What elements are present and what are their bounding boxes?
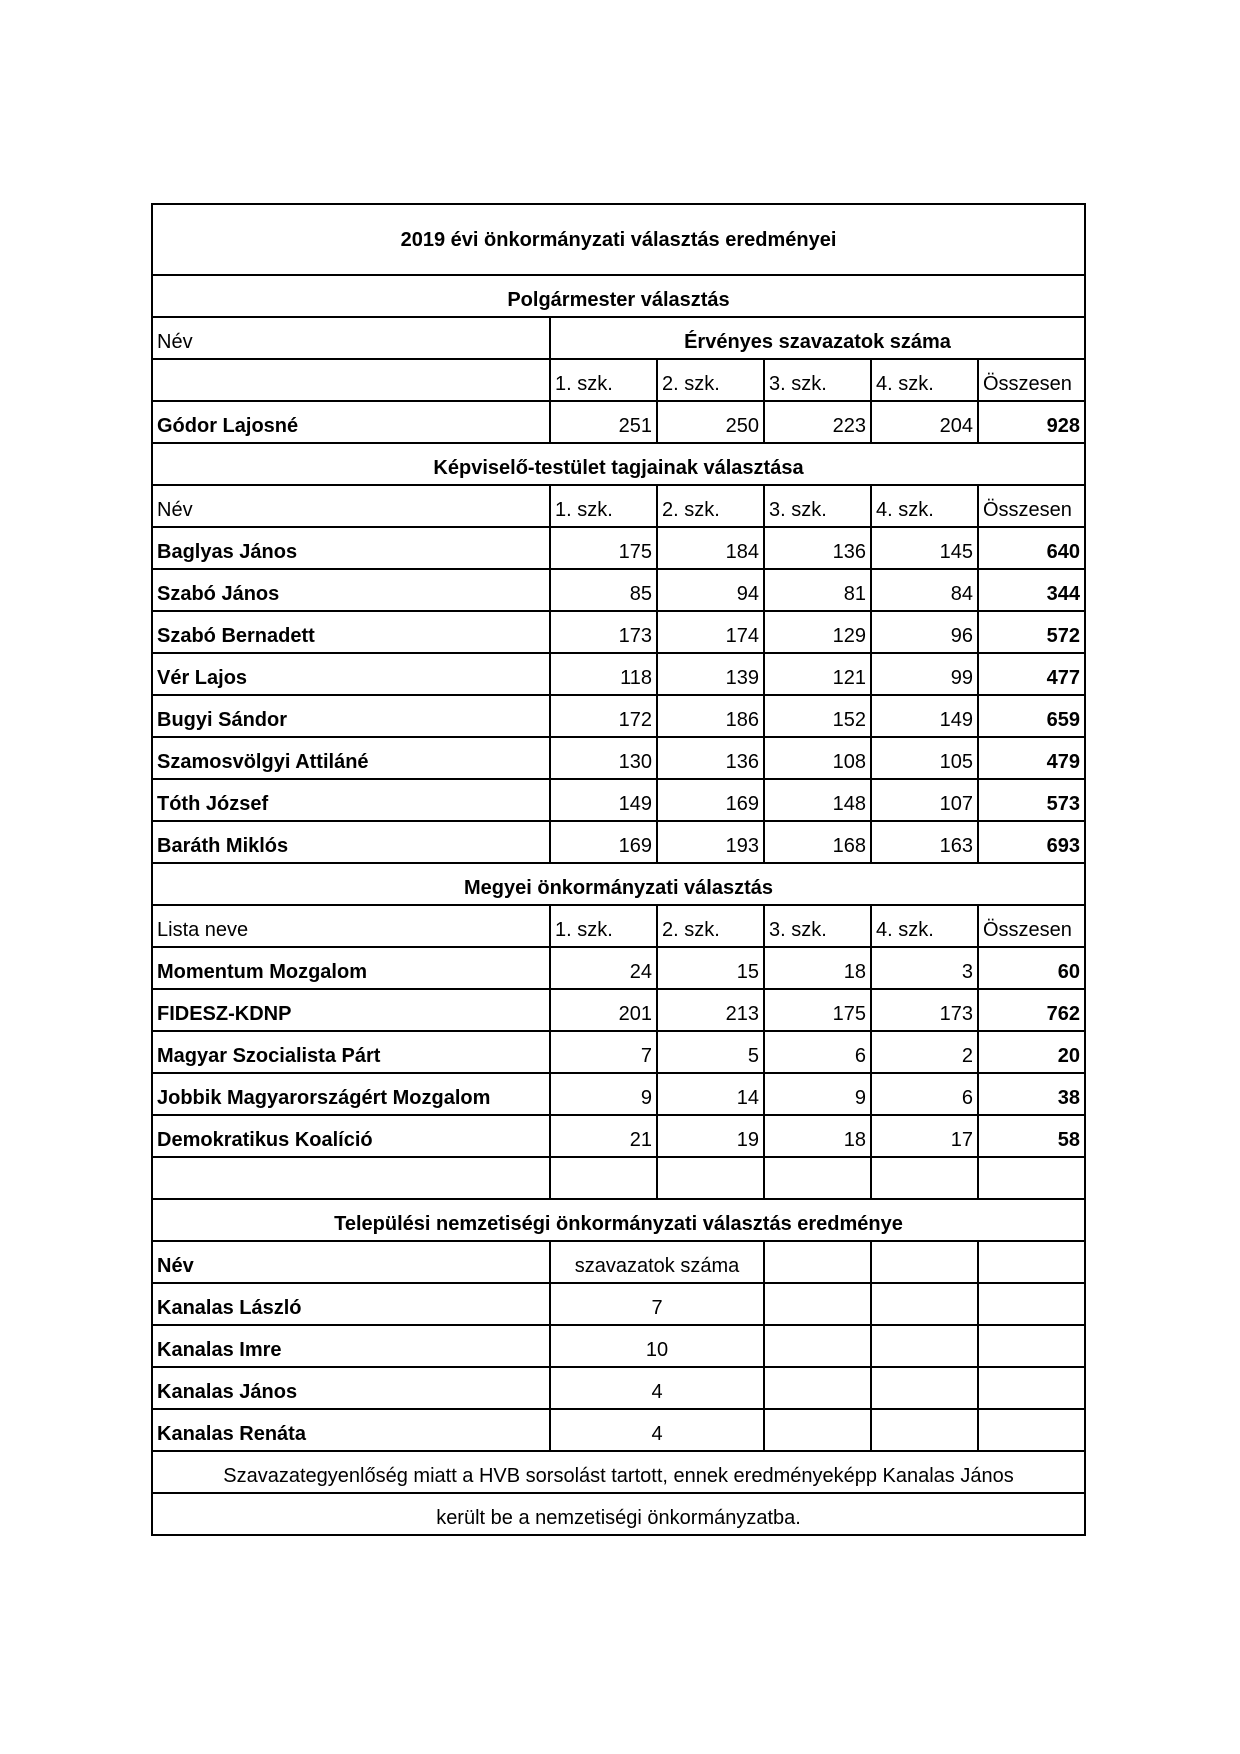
candidate-name: Kanalas János — [152, 1367, 550, 1409]
vote-cell: 19 — [657, 1115, 764, 1157]
column-header: 2. szk. — [657, 905, 764, 947]
vote-cell: 136 — [657, 737, 764, 779]
vote-cell: 121 — [764, 653, 871, 695]
vote-cell: 7 — [550, 1031, 657, 1073]
table-row — [152, 1283, 1085, 1325]
vote-cell: 15 — [657, 947, 764, 989]
list-name: Momentum Mozgalom — [152, 947, 550, 989]
vote-cell: 223 — [764, 401, 871, 443]
table-row — [152, 653, 1085, 695]
vote-cell: 139 — [657, 653, 764, 695]
total-cell: 58 — [978, 1115, 1085, 1157]
vote-cell: 108 — [764, 737, 871, 779]
vote-cell: 3 — [871, 947, 978, 989]
empty-cell — [871, 1409, 978, 1451]
candidate-name: Baráth Miklós — [152, 821, 550, 863]
empty-cell — [978, 1325, 1085, 1367]
candidate-name: Szabó János — [152, 569, 550, 611]
nationality-votes-header: szavazatok száma — [550, 1241, 764, 1283]
vote-cell: 152 — [764, 695, 871, 737]
nationality-section-heading: Települési nemzetiségi önkormányzati választás eredménye — [152, 1199, 1085, 1241]
vote-cell: 201 — [550, 989, 657, 1031]
vote-cell: 129 — [764, 611, 871, 653]
vote-cell: 184 — [657, 527, 764, 569]
candidate-name: Vér Lajos — [152, 653, 550, 695]
table-row — [152, 611, 1085, 653]
vote-cell: 4 — [550, 1409, 764, 1451]
empty-cell — [871, 1241, 978, 1283]
column-header: Összesen — [978, 359, 1085, 401]
county-section-heading: Megyei önkormányzati választás — [152, 863, 1085, 905]
vote-cell: 175 — [550, 527, 657, 569]
vote-cell: 6 — [871, 1073, 978, 1115]
vote-cell: 250 — [657, 401, 764, 443]
table-row — [152, 1367, 1085, 1409]
candidate-name: Baglyas János — [152, 527, 550, 569]
vote-cell: 99 — [871, 653, 978, 695]
column-header: 1. szk. — [550, 905, 657, 947]
total-cell: 344 — [978, 569, 1085, 611]
vote-cell: 169 — [657, 779, 764, 821]
total-cell: 60 — [978, 947, 1085, 989]
vote-cell: 173 — [871, 989, 978, 1031]
nationality-name-header: Név — [152, 1241, 550, 1283]
column-header: 1. szk. — [550, 485, 657, 527]
vote-cell: 94 — [657, 569, 764, 611]
empty-cell — [550, 1157, 657, 1199]
vote-cell: 4 — [550, 1367, 764, 1409]
empty-cell — [152, 359, 550, 401]
column-header: 2. szk. — [657, 359, 764, 401]
column-header: 2. szk. — [657, 485, 764, 527]
total-cell: 762 — [978, 989, 1085, 1031]
total-cell: 20 — [978, 1031, 1085, 1073]
table-row — [152, 1031, 1085, 1073]
table-row — [152, 1325, 1085, 1367]
vote-cell: 193 — [657, 821, 764, 863]
candidate-name: Gódor Lajosné — [152, 401, 550, 443]
column-header: 1. szk. — [550, 359, 657, 401]
column-header: Összesen — [978, 485, 1085, 527]
empty-cell — [871, 1367, 978, 1409]
empty-cell — [871, 1325, 978, 1367]
table-row — [152, 1409, 1085, 1451]
election-results-table — [151, 203, 1086, 1536]
vote-cell: 172 — [550, 695, 657, 737]
vote-cell: 6 — [764, 1031, 871, 1073]
table-row — [152, 1073, 1085, 1115]
table-row — [152, 695, 1085, 737]
table-row — [152, 1115, 1085, 1157]
vote-cell: 7 — [550, 1283, 764, 1325]
list-name: Jobbik Magyarországért Mozgalom — [152, 1073, 550, 1115]
empty-cell — [978, 1157, 1085, 1199]
total-cell: 693 — [978, 821, 1085, 863]
table-row — [152, 737, 1085, 779]
vote-cell: 107 — [871, 779, 978, 821]
vote-cell: 9 — [550, 1073, 657, 1115]
total-cell: 659 — [978, 695, 1085, 737]
vote-cell: 168 — [764, 821, 871, 863]
vote-cell: 96 — [871, 611, 978, 653]
candidate-name: Kanalas Renáta — [152, 1409, 550, 1451]
vote-cell: 130 — [550, 737, 657, 779]
total-cell: 928 — [978, 401, 1085, 443]
empty-cell — [978, 1409, 1085, 1451]
council-name-header: Név — [152, 485, 550, 527]
vote-cell: 136 — [764, 527, 871, 569]
vote-cell: 9 — [764, 1073, 871, 1115]
vote-cell: 175 — [764, 989, 871, 1031]
tie-note-line-1: Szavazategyenlőség miatt a HVB sorsolást tartott, ennek eredményeképp Kanalas János — [152, 1451, 1085, 1493]
vote-cell: 84 — [871, 569, 978, 611]
column-header: Összesen — [978, 905, 1085, 947]
table-row — [152, 527, 1085, 569]
candidate-name: Szabó Bernadett — [152, 611, 550, 653]
county-name-header: Lista neve — [152, 905, 550, 947]
vote-cell: 81 — [764, 569, 871, 611]
column-header: 4. szk. — [871, 359, 978, 401]
vote-cell: 169 — [550, 821, 657, 863]
mayor-section-heading: Polgármester választás — [152, 275, 1085, 317]
vote-cell: 251 — [550, 401, 657, 443]
vote-cell: 148 — [764, 779, 871, 821]
mayor-name-header: Név — [152, 317, 550, 359]
empty-cell — [764, 1283, 871, 1325]
table-row — [152, 821, 1085, 863]
column-header: 4. szk. — [871, 905, 978, 947]
total-cell: 573 — [978, 779, 1085, 821]
total-cell: 572 — [978, 611, 1085, 653]
vote-cell: 17 — [871, 1115, 978, 1157]
table-row — [152, 947, 1085, 989]
mayor-votes-header: Érvényes szavazatok száma — [550, 317, 1085, 359]
table-row — [152, 401, 1085, 443]
list-name: FIDESZ-KDNP — [152, 989, 550, 1031]
empty-cell — [657, 1157, 764, 1199]
empty-cell — [764, 1157, 871, 1199]
empty-row — [152, 1157, 1085, 1199]
empty-cell — [764, 1409, 871, 1451]
vote-cell: 21 — [550, 1115, 657, 1157]
vote-cell: 149 — [871, 695, 978, 737]
vote-cell: 18 — [764, 947, 871, 989]
table-row — [152, 989, 1085, 1031]
vote-cell: 118 — [550, 653, 657, 695]
vote-cell: 105 — [871, 737, 978, 779]
candidate-name: Szamosvölgyi Attiláné — [152, 737, 550, 779]
total-cell: 38 — [978, 1073, 1085, 1115]
empty-cell — [871, 1157, 978, 1199]
column-header: 3. szk. — [764, 359, 871, 401]
vote-cell: 85 — [550, 569, 657, 611]
total-cell: 477 — [978, 653, 1085, 695]
vote-cell: 186 — [657, 695, 764, 737]
vote-cell: 149 — [550, 779, 657, 821]
council-section-heading: Képviselő-testület tagjainak választása — [152, 443, 1085, 485]
empty-cell — [764, 1367, 871, 1409]
table-row — [152, 569, 1085, 611]
candidate-name: Bugyi Sándor — [152, 695, 550, 737]
candidate-name: Tóth József — [152, 779, 550, 821]
candidate-name: Kanalas László — [152, 1283, 550, 1325]
total-cell: 640 — [978, 527, 1085, 569]
vote-cell: 5 — [657, 1031, 764, 1073]
vote-cell: 24 — [550, 947, 657, 989]
column-header: 3. szk. — [764, 905, 871, 947]
column-header: 4. szk. — [871, 485, 978, 527]
empty-cell — [764, 1241, 871, 1283]
table-row — [152, 779, 1085, 821]
empty-cell — [978, 1283, 1085, 1325]
list-name: Demokratikus Koalíció — [152, 1115, 550, 1157]
candidate-name: Kanalas Imre — [152, 1325, 550, 1367]
vote-cell: 14 — [657, 1073, 764, 1115]
vote-cell: 204 — [871, 401, 978, 443]
vote-cell: 213 — [657, 989, 764, 1031]
vote-cell: 174 — [657, 611, 764, 653]
empty-cell — [764, 1325, 871, 1367]
vote-cell: 163 — [871, 821, 978, 863]
vote-cell: 145 — [871, 527, 978, 569]
vote-cell: 18 — [764, 1115, 871, 1157]
vote-cell: 173 — [550, 611, 657, 653]
list-name: Magyar Szocialista Párt — [152, 1031, 550, 1073]
tie-note-line-2: került be a nemzetiségi önkormányzatba. — [152, 1493, 1085, 1535]
empty-cell — [978, 1367, 1085, 1409]
empty-cell — [978, 1241, 1085, 1283]
vote-cell: 2 — [871, 1031, 978, 1073]
empty-cell — [152, 1157, 550, 1199]
total-cell: 479 — [978, 737, 1085, 779]
document-title: 2019 évi önkormányzati választás eredményei — [152, 204, 1085, 275]
vote-cell: 10 — [550, 1325, 764, 1367]
column-header: 3. szk. — [764, 485, 871, 527]
empty-cell — [871, 1283, 978, 1325]
